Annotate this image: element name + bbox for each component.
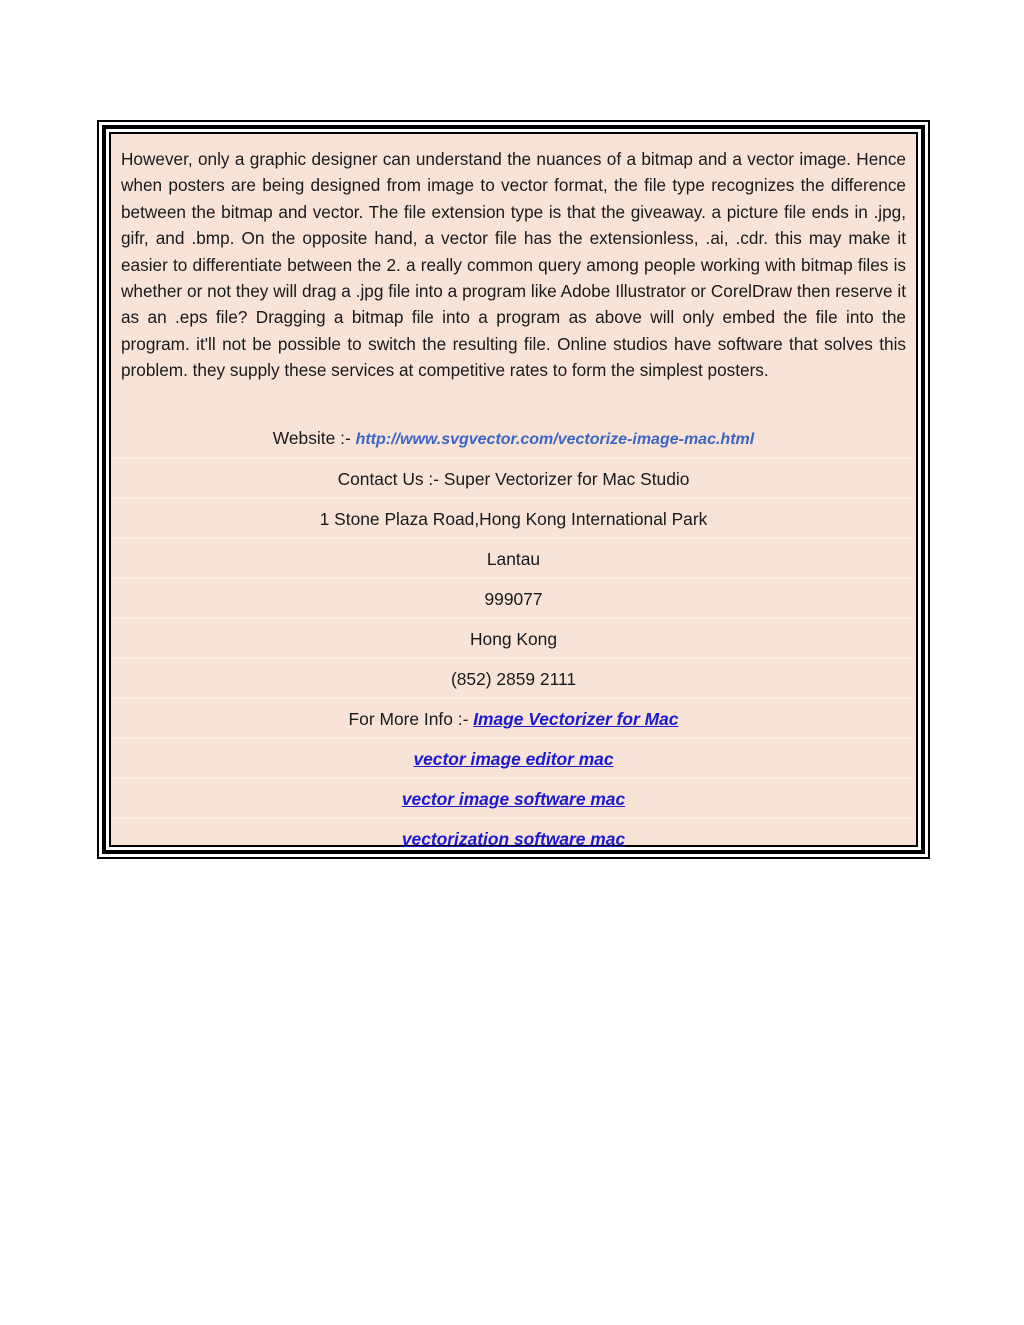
- link-row-2: [111, 738, 916, 778]
- website-row: [111, 418, 916, 458]
- country-line: Hong Kong: [469, 629, 558, 649]
- address-row: [111, 498, 916, 538]
- address-line: 1 Stone Plaza Road,Hong Kong International Park: [319, 509, 708, 529]
- link-row-3: [111, 778, 916, 818]
- district-row: [111, 538, 916, 578]
- more-info-label: For More Info :-: [348, 709, 474, 729]
- body-paragraph: However, only a graphic designer can understand the nuances of a bitmap and a vector image. Hence when posters are being designed from image to vector format, the file type recognizes the difference between the bitmap and vector. The file extension type is that the giveaway. a picture file ends in .jpg, gifr, and .bmp. On the opposite hand, a vector file has the extensionless, .ai, .cdr. this may make it easier to differentiate between the 2. a really common query among people working with bitmap files is whether or not they will drag a .jpg file into a program like Adobe Illustrator or CorelDraw then reserve it as an .eps file? Dragging a bitmap file into a program as above will only embed the file into the program. it'll not be possible to switch the resulting file. Online studios have software that solves this problem. they supply these services at competitive rates to form the simplest posters.: [121, 149, 906, 381]
- postcode-line: 999077: [484, 589, 543, 609]
- more-info-row: [111, 698, 916, 738]
- website-url-link[interactable]: http://www.svgvector.com/vectorize-image-mac.html: [355, 431, 755, 448]
- image-vectorizer-link[interactable]: Image Vectorizer for Mac: [473, 709, 679, 729]
- contact-row: [111, 458, 916, 498]
- vector-image-software-link[interactable]: vector image software mac: [401, 789, 626, 809]
- phone-row: [111, 658, 916, 698]
- phone-line: (852) 2859 2111: [450, 669, 577, 689]
- frame-middle-border: [102, 125, 925, 854]
- country-row: [111, 618, 916, 658]
- document-frame: [97, 120, 930, 859]
- vectorization-software-link[interactable]: vectorization software mac: [401, 829, 626, 849]
- link-row-4: [111, 818, 916, 858]
- content-panel: [109, 132, 918, 847]
- website-label: Website :-: [272, 428, 356, 448]
- contact-line: Contact Us :- Super Vectorizer for Mac Studio: [337, 469, 690, 489]
- district-line: Lantau: [486, 549, 541, 569]
- postcode-row: [111, 578, 916, 618]
- vector-image-editor-link[interactable]: vector image editor mac: [413, 749, 614, 769]
